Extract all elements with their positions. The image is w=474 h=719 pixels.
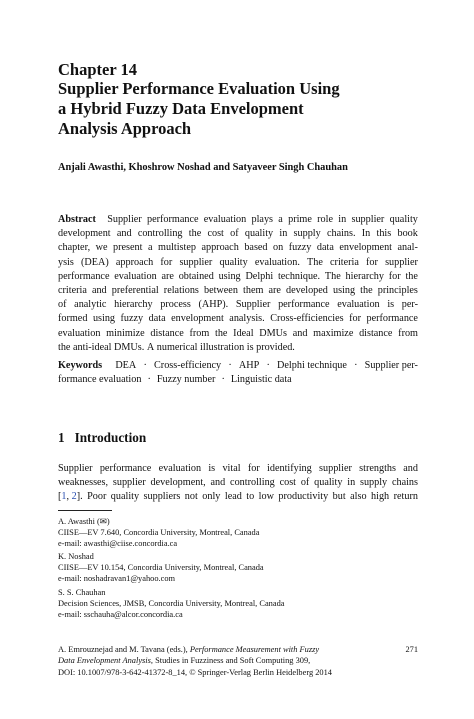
keyword: Fuzzy number xyxy=(156,374,216,386)
word: per- xyxy=(401,299,418,311)
word: fuzzy xyxy=(288,242,312,254)
keywords-line xyxy=(58,373,418,387)
word: high xyxy=(371,491,390,503)
word: supply xyxy=(359,477,388,489)
word: return xyxy=(393,491,418,503)
word: identifying xyxy=(267,463,312,474)
word: low xyxy=(258,491,274,503)
chapter-title xyxy=(58,79,418,139)
word: approach xyxy=(201,242,239,254)
keyword: Supplier per- xyxy=(364,360,418,371)
word: performance xyxy=(99,463,152,474)
word: for xyxy=(247,463,260,474)
intro-line xyxy=(58,490,418,504)
text-line xyxy=(58,241,418,255)
word: to xyxy=(246,491,255,503)
word: illustration xyxy=(200,341,247,353)
footer-series-text: , Studies in Fuzziness and Soft Computing 309, xyxy=(150,656,311,666)
keyword: formance evaluation xyxy=(58,374,142,386)
author-list: Anjali Awasthi, Khoshrow Noshad and Satyaveer Singh Chauhan xyxy=(58,162,348,173)
word: anal- xyxy=(397,242,418,254)
word: DMUs. xyxy=(114,341,147,353)
word: criteria xyxy=(330,256,359,268)
affiliation-awasthi xyxy=(58,516,259,550)
footer-line xyxy=(58,667,418,678)
word: technique. xyxy=(277,270,321,282)
page-number: 271 xyxy=(405,645,418,654)
word: anti-ideal xyxy=(73,341,115,353)
word: Supplier xyxy=(235,299,271,311)
section-number: 1 xyxy=(58,430,65,445)
abstract-block xyxy=(58,213,418,355)
word: supplier xyxy=(385,256,418,268)
word: evaluation. xyxy=(254,256,300,268)
keyword: Linguistic data xyxy=(230,374,292,386)
word: evaluation xyxy=(337,299,380,311)
word: criteria xyxy=(58,284,87,296)
word: evaluation xyxy=(114,270,157,282)
word: In xyxy=(361,228,371,240)
word: suppliers xyxy=(143,491,181,503)
chapter-title-line: Supplier Performance Evaluation Using xyxy=(58,79,340,98)
chapter-title-line: a Hybrid Fuzzy Data Envelopment xyxy=(58,99,304,118)
word: supplier xyxy=(351,214,385,225)
word: evaluation xyxy=(58,327,101,339)
word: weaknesses, xyxy=(58,477,109,489)
word: A xyxy=(146,341,157,353)
word: using xyxy=(92,313,116,325)
affiliation-email: e-mail: awasthi@ciise.concordia.ca xyxy=(58,539,178,549)
word: and xyxy=(116,228,132,240)
word: for xyxy=(160,256,173,268)
word: minimize xyxy=(106,327,145,339)
affiliation-name: K. Noshad xyxy=(58,552,94,561)
word: for xyxy=(388,270,401,282)
chapter-label: Chapter 14 xyxy=(58,60,137,79)
word: formed xyxy=(58,313,88,325)
word: quality xyxy=(110,491,140,503)
word: the xyxy=(405,270,418,282)
word: analytic xyxy=(74,299,107,311)
word: multistep xyxy=(158,242,196,254)
footer-book-title: Performance Measurement with Fuzzy xyxy=(189,645,320,654)
affiliation-email: e-mail: noshadravan1@yahoo.com xyxy=(58,574,176,584)
footer-book-title-cont: Data Envelopment Analysis xyxy=(58,656,151,666)
word: based xyxy=(244,242,268,254)
word: distance xyxy=(150,327,184,339)
word: approach xyxy=(115,256,154,268)
word: them xyxy=(243,284,264,296)
word: also xyxy=(350,491,367,503)
word: envelopment xyxy=(171,313,224,325)
word: are xyxy=(268,284,281,296)
word: of xyxy=(58,299,67,311)
word: is xyxy=(246,341,257,353)
keyword-separator: · xyxy=(354,360,358,371)
word: quality xyxy=(314,477,343,489)
word: are xyxy=(161,270,174,282)
affiliation-address: Decision Sciences, JMSB, Concordia University, Montreal, Canada xyxy=(58,599,285,609)
word: and xyxy=(210,477,226,489)
word: of xyxy=(230,228,239,240)
word: supplier xyxy=(112,477,146,489)
word: only xyxy=(202,491,221,503)
keyword: Delphi technique xyxy=(277,360,347,371)
affiliation-chauhan xyxy=(58,587,284,621)
word: but xyxy=(332,491,346,503)
keywords-block xyxy=(58,359,418,387)
word: principles xyxy=(377,284,418,296)
word: preferential xyxy=(111,284,159,296)
keyword-separator: · xyxy=(228,360,232,371)
intro-line xyxy=(58,476,418,490)
word: performance xyxy=(58,270,110,282)
word: The xyxy=(307,256,323,268)
keyword-separator: · xyxy=(147,374,151,386)
text-line xyxy=(58,312,418,326)
keyword: AHP xyxy=(238,360,260,371)
word: this xyxy=(376,228,392,240)
word: provided. xyxy=(256,341,295,353)
word: relations xyxy=(163,284,199,296)
word: analysis. xyxy=(229,313,265,325)
word: role xyxy=(317,214,333,225)
word: of xyxy=(300,477,310,489)
word: in xyxy=(338,214,347,225)
affiliation-name: A. Awasthi (✉) xyxy=(58,517,110,526)
footer-line xyxy=(58,644,418,655)
affiliation-address: CIISE—EV 10.154, Concordia University, Montreal, Canada xyxy=(58,563,264,573)
word: on xyxy=(273,242,284,254)
word: cost xyxy=(279,477,296,489)
footer-editors-text: A. Emrouznejad and M. Tavana (eds.), xyxy=(58,645,190,654)
text-line xyxy=(58,213,418,227)
intro-line xyxy=(58,462,418,476)
word: the xyxy=(215,327,228,339)
word: for xyxy=(349,313,361,325)
affiliation-email: e-mail: sschauha@alcor.concordia.ca xyxy=(58,610,183,620)
word: evaluation xyxy=(203,214,247,225)
word: controlling xyxy=(137,228,183,240)
word: is xyxy=(208,463,216,474)
word: development xyxy=(58,228,111,240)
word: plays xyxy=(251,214,274,225)
word: fuzzy xyxy=(120,313,144,325)
section-heading xyxy=(58,430,146,446)
word: quality xyxy=(389,214,418,225)
word: the xyxy=(188,228,202,240)
word: performance xyxy=(278,299,330,311)
word: chapter, xyxy=(58,242,91,254)
word: and xyxy=(292,327,308,339)
word: DMUs xyxy=(259,327,288,339)
reference-link[interactable]: 1 xyxy=(61,491,67,503)
word: performance xyxy=(366,313,418,325)
word: quality xyxy=(219,256,248,268)
word: development, xyxy=(150,477,206,489)
word: chains. xyxy=(326,228,356,240)
word: distance xyxy=(359,327,393,339)
intro-paragraph xyxy=(58,462,418,505)
word: strengths xyxy=(359,463,396,474)
keyword: DEA xyxy=(115,360,137,371)
word: lead xyxy=(224,491,242,503)
word: vital xyxy=(222,463,241,474)
word: (AHP). xyxy=(198,299,229,311)
word: chains xyxy=(391,477,418,489)
keywords-label: Keywords xyxy=(58,360,103,371)
reference-link[interactable]: 2 xyxy=(71,491,77,503)
word: a xyxy=(147,242,153,254)
word: Ideal xyxy=(233,327,254,339)
section-title: Introduction xyxy=(74,430,147,445)
footer-series xyxy=(58,655,310,666)
word: not xyxy=(184,491,198,503)
word: for xyxy=(366,256,378,268)
word: numerical xyxy=(156,341,201,353)
word: we xyxy=(95,242,108,254)
affiliation-noshad xyxy=(58,551,264,585)
word: Supplier xyxy=(107,214,142,225)
word: maximize xyxy=(313,327,354,339)
word: ysis xyxy=(58,256,74,268)
word: supply xyxy=(293,228,321,240)
word: is xyxy=(387,299,395,311)
word: Supplier xyxy=(58,463,93,474)
word: a xyxy=(278,214,283,225)
text-line xyxy=(58,256,418,270)
keyword-separator: · xyxy=(143,360,147,371)
word: prime xyxy=(288,214,312,225)
word: The xyxy=(324,270,341,282)
word: between xyxy=(203,284,238,296)
word: from xyxy=(189,327,210,339)
footer-line xyxy=(58,655,418,666)
word: data xyxy=(148,313,166,325)
text-line xyxy=(58,327,418,341)
keyword-separator: · xyxy=(266,360,270,371)
word: performance xyxy=(147,214,199,225)
word: cost xyxy=(207,228,224,240)
word: process xyxy=(160,299,191,311)
word: using xyxy=(333,284,356,296)
word: and xyxy=(403,463,418,474)
chapter-title-line: Analysis Approach xyxy=(58,119,192,138)
word: hierarchy xyxy=(114,299,153,311)
footer-editors xyxy=(58,644,319,655)
word: the xyxy=(360,284,373,296)
word: and xyxy=(91,284,107,296)
text-line xyxy=(58,341,418,355)
word: in xyxy=(279,228,288,240)
word: the xyxy=(58,341,73,353)
word: using xyxy=(218,270,241,282)
text-line xyxy=(58,284,418,298)
keyword-separator: · xyxy=(221,374,225,386)
word: from xyxy=(398,327,418,339)
keyword: Cross-efficiency xyxy=(154,360,222,371)
word: Poor xyxy=(87,491,107,503)
text-line xyxy=(58,270,418,284)
word: Cross-efficiencies xyxy=(270,313,344,325)
affiliation-address: CIISE—EV 7.640, Concordia University, Montreal, Canada xyxy=(58,528,260,538)
word: in xyxy=(347,477,356,489)
word: obtained xyxy=(178,270,214,282)
section-label: Abstract xyxy=(58,214,96,225)
word: supplier xyxy=(179,256,213,268)
word: evaluation xyxy=(158,463,202,474)
word: developed xyxy=(286,284,328,296)
word: (DEA) xyxy=(81,256,109,268)
word: book xyxy=(397,228,418,240)
text-line xyxy=(58,298,418,312)
word: supplier xyxy=(319,463,352,474)
word: data xyxy=(316,242,334,254)
footnote-rule xyxy=(58,510,112,511)
text-line xyxy=(58,227,418,241)
word: controlling xyxy=(230,477,275,489)
affiliation-name: S. S. Chauhan xyxy=(58,588,106,597)
word: Delphi xyxy=(245,270,274,282)
word: envelopment xyxy=(339,242,392,254)
footer-doi: DOI: 10.1007/978-3-642-41372-8_14, © Springer-Verlag Berlin Heidelberg 2014 xyxy=(58,667,332,677)
word: hierarchy xyxy=(345,270,384,282)
citation-refs: [1, 2]. xyxy=(58,491,83,503)
citation-footer xyxy=(58,644,418,678)
word: productivity xyxy=(278,491,329,503)
word: present xyxy=(113,242,143,254)
keywords-line xyxy=(58,359,418,373)
word: quality xyxy=(244,228,274,240)
